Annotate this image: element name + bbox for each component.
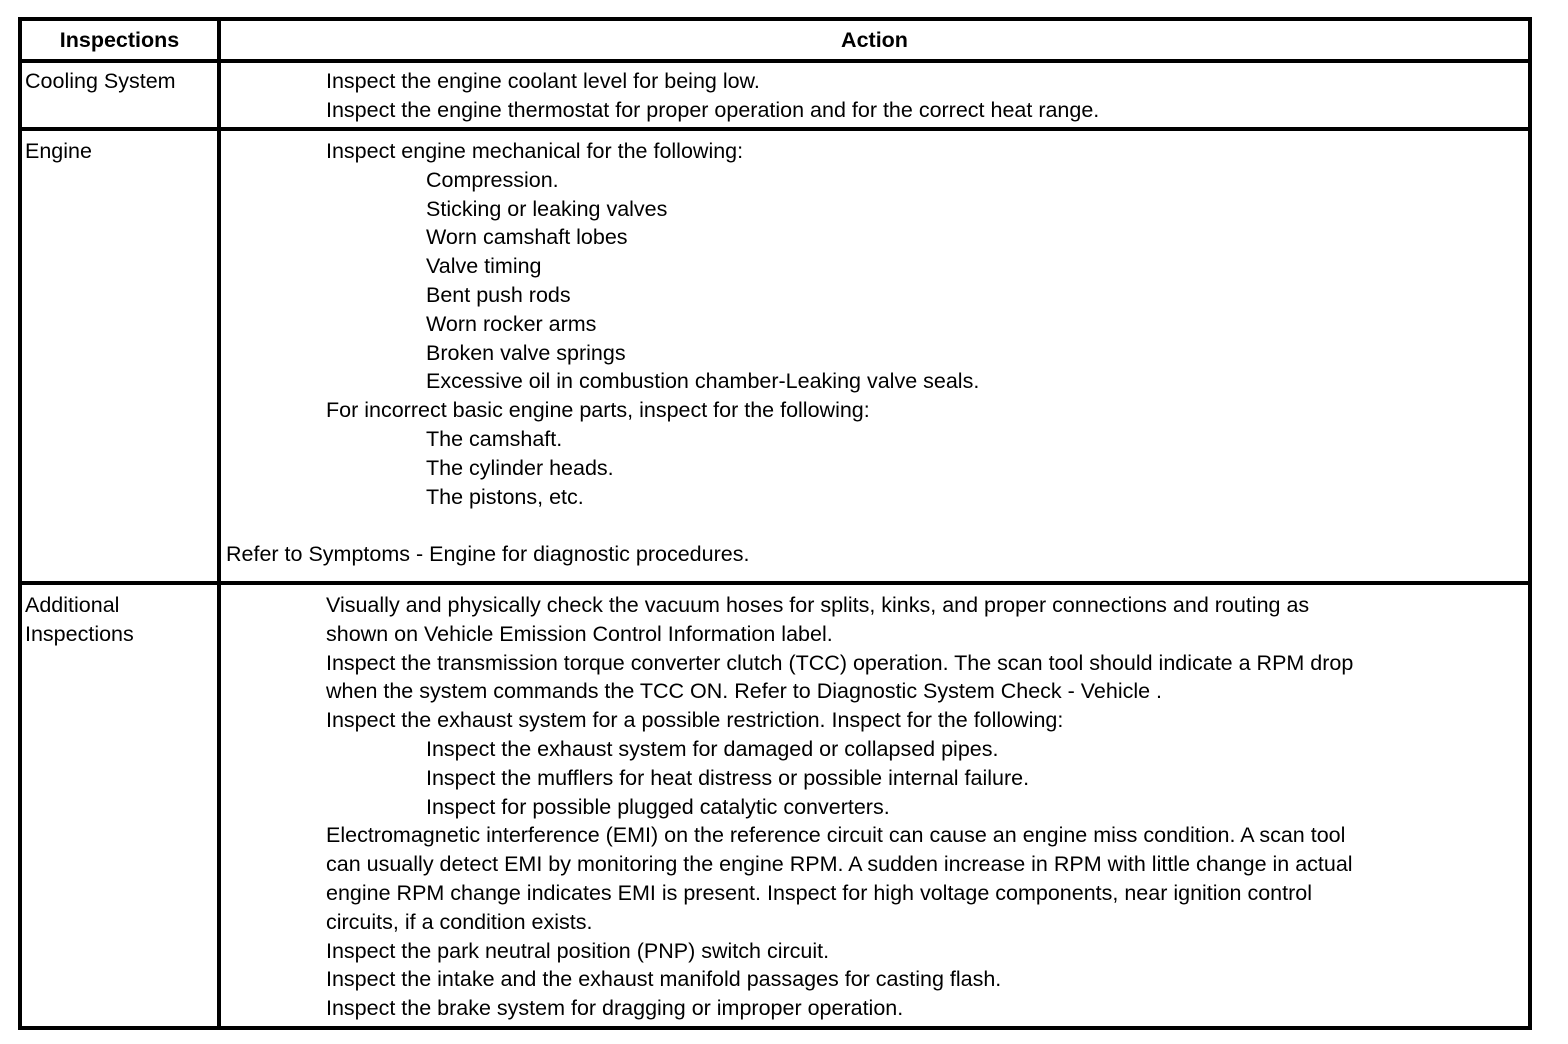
action-subitem: Valve timing bbox=[426, 254, 542, 279]
action-subitem: Excessive oil in combustion chamber-Leaking valve seals. bbox=[426, 369, 980, 394]
action-item: Inspect the intake and the exhaust manifold passages for casting flash. bbox=[326, 967, 1002, 992]
inspection-cell bbox=[25, 137, 92, 166]
action-cell bbox=[221, 137, 979, 569]
action-subitem: The pistons, etc. bbox=[426, 484, 584, 509]
action-item: Inspect the brake system for dragging or improper operation. bbox=[326, 996, 904, 1021]
action-item: For incorrect basic engine parts, inspect for the following: bbox=[326, 398, 870, 423]
action-subitem: The cylinder heads. bbox=[426, 455, 614, 480]
action-item: circuits, if a condition exists. bbox=[326, 909, 593, 934]
header-action: Action bbox=[841, 28, 908, 52]
inspection-label: Engine bbox=[25, 139, 92, 163]
action-subitem: Inspect the exhaust system for damaged or collapsed pipes. bbox=[426, 736, 999, 761]
action-item: engine RPM change indicates EMI is present. Inspect for high voltage components, near ignition control bbox=[326, 880, 1312, 905]
action-item bbox=[221, 511, 979, 540]
action-cell bbox=[221, 67, 1099, 125]
action-item: Visually and physically check the vacuum hoses for splits, kinks, and proper connections and routing as bbox=[326, 593, 1310, 617]
action-item: Inspect engine mechanical for the following: bbox=[326, 139, 744, 163]
action-subitem: Sticking or leaking valves bbox=[426, 196, 668, 221]
action-subitem: The camshaft. bbox=[426, 426, 563, 451]
action-item: when the system commands the TCC ON. Refer to Diagnostic System Check - Vehicle . bbox=[326, 679, 1163, 704]
inspection-label: Inspections bbox=[25, 621, 134, 646]
action-item: Inspect the transmission torque converter clutch (TCC) operation. The scan tool should indicate a RPM drop bbox=[326, 650, 1354, 675]
action-item: can usually detect EMI by monitoring the engine RPM. A sudden increase in RPM with little change in actual bbox=[326, 852, 1353, 877]
inspection-cell bbox=[25, 591, 134, 649]
action-item: Inspect the park neutral position (PNP) switch circuit. bbox=[326, 938, 830, 963]
action-subitem: Worn camshaft lobes bbox=[426, 225, 628, 250]
header-inspections: Inspections bbox=[59, 28, 180, 52]
action-subitem: Inspect for possible plugged catalytic converters. bbox=[426, 794, 890, 819]
action-subitem: Inspect the mufflers for heat distress or possible internal failure. bbox=[426, 765, 1030, 790]
action-item: Inspect the exhaust system for a possible restriction. Inspect for the following: bbox=[326, 708, 1064, 733]
inspection-label: Cooling System bbox=[25, 69, 176, 93]
action-item: Inspect the engine thermostat for proper operation and for the correct heat range. bbox=[326, 97, 1100, 122]
action-subitem: Bent push rods bbox=[426, 282, 571, 307]
action-subitem: Worn rocker arms bbox=[426, 311, 597, 336]
action-item: Inspect the engine coolant level for being low. bbox=[326, 69, 760, 93]
row-divider bbox=[18, 581, 1532, 585]
action-subitem: Broken valve springs bbox=[426, 340, 626, 365]
action-cell bbox=[221, 591, 1353, 1023]
header-divider bbox=[18, 59, 1532, 63]
action-item: Refer to Symptoms - Engine for diagnostic procedures. bbox=[226, 542, 750, 567]
inspection-cell bbox=[25, 67, 176, 96]
action-item: Electromagnetic interference (EMI) on the reference circuit can cause an engine miss condition. A scan tool bbox=[326, 823, 1346, 848]
action-item: shown on Vehicle Emission Control Information label. bbox=[326, 621, 833, 646]
action-subitem: Compression. bbox=[426, 167, 559, 192]
inspection-label: Additional bbox=[25, 593, 120, 617]
row-divider bbox=[18, 127, 1532, 131]
